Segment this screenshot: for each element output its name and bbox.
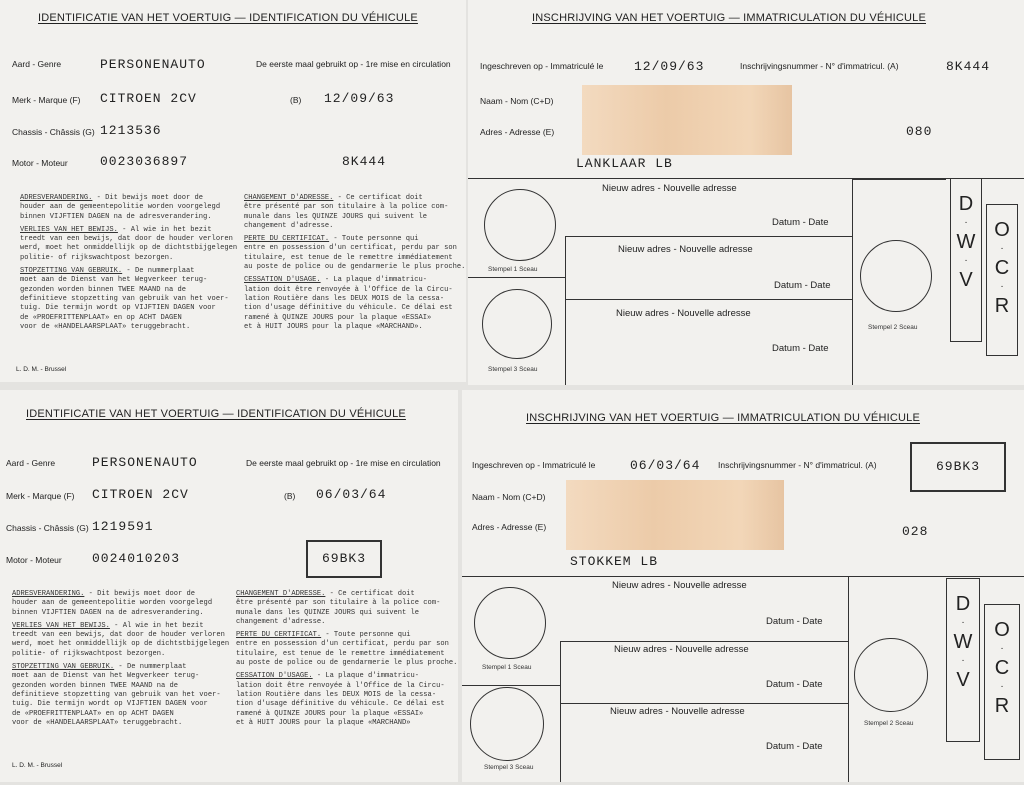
nl-para3-line: definitieve stopzetting van gebruik van het voer- — [12, 690, 221, 699]
b-label: (B) — [290, 95, 302, 105]
registration-header: INSCHRIJVING VAN HET VOERTUIG — IMMATRICULATION DU VÉHICULE — [532, 12, 926, 24]
fr-para2-line: entre en possession d'un certificat, perdu par son — [236, 640, 449, 649]
motor-value: 0024010203 — [92, 551, 181, 566]
merk-value: CITROEN 2CV — [92, 487, 189, 502]
address-code: 028 — [902, 524, 929, 539]
chassis-label: Chassis - Châssis (G) — [12, 127, 95, 137]
stamp-3-label: Stempel 3 Sceau — [488, 366, 538, 373]
fr-para3-line: ramené à QUINZE JOURS pour la plaque «ESSAI» — [236, 709, 424, 718]
card-1-identification-panel — [0, 0, 466, 382]
stamp-circle-2 — [860, 240, 932, 312]
fr-para1-rest: - Ce certificat doit — [333, 194, 423, 202]
first-use-label: De eerste maal gebruikt op - 1re mise en circulation — [246, 458, 441, 468]
plate-value-box: 69BK3 — [306, 540, 382, 578]
fr-para1-title: CHANGEMENT D'ADRESSE. — [236, 590, 326, 598]
ocr-box: O · C · R — [986, 204, 1018, 356]
motor-label: Motor - Moteur — [12, 158, 68, 168]
date-label-1: Datum - Date — [766, 616, 823, 627]
address-label: Adres - Adresse (E) — [472, 522, 547, 532]
address-code: 080 — [906, 124, 933, 139]
fr-para3-line: lation doit être renvoyée à l'Office de la Circu- — [236, 681, 445, 690]
fr-para2-line: au poste de police ou de gendarmerie le plus proche. — [244, 263, 466, 272]
dwv-box: D · W · V — [950, 178, 982, 342]
fr-para3-line: lation Routière dans les DEUX MOIS de la cessa- — [244, 294, 445, 303]
date-label-1: Datum - Date — [772, 217, 829, 228]
ocr-letter-o: O — [994, 219, 1010, 241]
ocr-letter-c: C — [994, 257, 1010, 279]
fr-para3-rest: - La plaque d'immatricu- — [320, 276, 428, 285]
nl-para3-line: tuig. Die termijn wordt op VIJFTIEN DAGEN voor — [12, 700, 208, 709]
address-change-grid — [462, 576, 1024, 782]
new-address-label-1: Nieuw adres - Nouvelle adresse — [612, 580, 747, 591]
registration-number-label: Inschrijvingsnummer - N° d'immatricul. (A) — [718, 460, 877, 470]
new-address-label-2: Nieuw adres - Nouvelle adresse — [618, 244, 753, 255]
nl-para2-title: VERLIES VAN HET BEWIJS. — [12, 621, 110, 630]
fr-para2-rest: - Toute personne qui — [321, 631, 411, 640]
fr-para3-title: CESSATION D'USAGE. — [244, 276, 321, 285]
ocr-box: O · C · R — [984, 604, 1020, 760]
french-notice — [244, 194, 465, 332]
name-label: Naam - Nom (C+D) — [472, 492, 546, 502]
fr-para2-line: au poste de police ou de gendarmerie le plus proche. — [236, 659, 458, 668]
nl-para3-line: gezonden worden binnen TWEE MAAND na de — [12, 681, 179, 690]
nl-para3-title: STOPZETTING VAN GEBRUIK. — [12, 663, 115, 672]
nl-para3-line: moet aan de Dienst van het Wegverkeer terug- — [12, 672, 200, 681]
dwv-letter-w: W — [956, 231, 976, 253]
fr-para3-line: lation Routière dans les DEUX MOIS de la cessa- — [236, 690, 437, 699]
dwv-letter-w: W — [953, 631, 973, 653]
nl-para1-title: ADRESVERANDERING. — [12, 590, 85, 598]
dwv-letter-v: V — [959, 269, 973, 291]
identification-header: IDENTIFICATIE VAN HET VOERTUIG — IDENTIFICATION DU VÉHICULE — [38, 12, 418, 24]
nl-para3-rest: - De nummerplaat — [122, 267, 195, 276]
registration-header: INSCHRIJVING VAN HET VOERTUIG — IMMATRICULATION DU VÉHICULE — [526, 412, 920, 424]
date-label-3: Datum - Date — [772, 343, 829, 354]
printer-imprint: L. D. M. - Brussel — [12, 762, 63, 769]
nl-para1-line: houder aan de gemeentepolitie worden voorgelegd — [12, 599, 213, 608]
fr-para1-line: être présenté par son titulaire à la police com- — [236, 599, 441, 608]
fr-para3-line: et à HUIT JOURS pour la plaque «MARCHAND». — [244, 322, 423, 331]
nl-para3-line: tuig. Die termijn wordt op VIJFTIEN DAGEN voor — [20, 304, 216, 313]
stamp-1-label: Stempel 1 Sceau — [488, 266, 538, 273]
chassis-label: Chassis - Châssis (G) — [6, 523, 89, 533]
nl-para1-rest: - Dit bewijs moet door de — [84, 590, 196, 598]
first-use-date: 12/09/63 — [324, 91, 395, 106]
aard-value: PERSONENAUTO — [92, 455, 198, 470]
fr-para3-title: CESSATION D'USAGE. — [236, 672, 313, 681]
first-use-label: De eerste maal gebruikt op - 1re mise en circulation — [256, 59, 451, 69]
stamp-3-label: Stempel 3 Sceau — [484, 764, 534, 771]
nl-para3-line: voor de «HANDELAARSPLAAT» teruggebracht. — [12, 718, 183, 727]
motor-value: 0023036897 — [100, 154, 189, 169]
nl-para2-rest: - Al wie in het bezit — [117, 225, 212, 234]
dutch-notice — [20, 194, 237, 332]
identification-header: IDENTIFICATIE VAN HET VOERTUIG — IDENTIFICATION DU VÉHICULE — [26, 408, 406, 420]
merk-label: Merk - Marque (F) — [6, 491, 75, 501]
stamp-circle-2 — [854, 638, 928, 712]
fr-para3-line: ramené à QUINZE JOURS pour la plaque «ESSAI» — [244, 313, 432, 322]
fr-para2-rest: - Toute personne qui — [329, 235, 419, 244]
nl-para1-title: ADRESVERANDERING. — [20, 194, 93, 202]
fr-para2-line: titulaire, est tenue de le remettre immédiatement — [244, 253, 453, 262]
fr-para3-line: et à HUIT JOURS pour la plaque «MARCHAND» — [236, 718, 411, 727]
fr-para1-line: changement d'adresse. — [244, 221, 334, 230]
merk-value: CITROEN 2CV — [100, 91, 197, 106]
nl-para2-line: werd, moet het onmiddellijk op de dichtstbijgelegen — [20, 244, 238, 253]
nl-para2-rest: - Al wie in het bezit — [109, 621, 204, 630]
stamp-2-label: Stempel 2 Sceau — [868, 324, 918, 331]
fr-para2-line: entre en possession d'un certificat, perdu par son — [244, 244, 457, 253]
registered-on-label: Ingeschreven op - Immatriculé le — [480, 61, 604, 71]
chassis-value: 1213536 — [100, 123, 162, 138]
plate-value: 8K444 — [342, 154, 387, 169]
motor-label: Motor - Moteur — [6, 555, 62, 565]
nl-para1-line: houder aan de gemeentepolitie worden voorgelegd — [20, 203, 221, 212]
fr-para2-title: PERTE DU CERTIFICAT. — [236, 631, 322, 640]
nl-para2-line: werd, moet het onmiddellijk op de dichtstbijgelegen — [12, 640, 230, 649]
new-address-label-3: Nieuw adres - Nouvelle adresse — [616, 308, 751, 319]
name-label: Naam - Nom (C+D) — [480, 96, 554, 106]
new-address-label-2: Nieuw adres - Nouvelle adresse — [614, 644, 749, 655]
nl-para3-line: definitieve stopzetting van gebruik van het voer- — [20, 294, 229, 303]
aard-label: Aard - Genre — [12, 59, 62, 69]
nl-para1-line: binnen VIJFTIEN DAGEN na de adresverandering. — [12, 608, 204, 617]
new-address-label-3: Nieuw adres - Nouvelle adresse — [610, 706, 745, 717]
chassis-value: 1219591 — [92, 519, 154, 534]
nl-para2-line: treedt van een bewijs, dat door de houder verloren — [12, 631, 225, 640]
fr-para1-line: munale dans les QUINZE JOURS qui suivent le — [244, 212, 428, 221]
stamp-circle-3 — [482, 289, 552, 359]
nl-para3-line: de «PROEFRITTENPLAAT» en op ACHT DAGEN — [20, 313, 182, 322]
registration-number-value: 8K444 — [946, 59, 991, 74]
municipality: LANKLAAR LB — [576, 156, 673, 171]
nl-para1-rest: - Dit bewijs moet door de — [92, 194, 204, 202]
ocr-letter-r: R — [994, 695, 1010, 717]
fr-para1-title: CHANGEMENT D'ADRESSE. — [244, 194, 334, 202]
aard-label: Aard - Genre — [6, 458, 56, 468]
nl-para2-title: VERLIES VAN HET BEWIJS. — [20, 225, 118, 234]
stamp-2-label: Stempel 2 Sceau — [864, 720, 914, 727]
ocr-letter-o: O — [994, 619, 1010, 641]
nl-para3-line: moet aan de Dienst van het Wegverkeer terug- — [20, 276, 208, 285]
registered-on-value: 06/03/64 — [630, 458, 701, 473]
ocr-letter-c: C — [994, 657, 1010, 679]
new-address-label-1: Nieuw adres - Nouvelle adresse — [602, 183, 737, 194]
first-use-date: 06/03/64 — [316, 487, 387, 502]
nl-para2-line: treedt van een bewijs, dat door de houder verloren — [20, 235, 233, 244]
redaction-tape — [582, 85, 792, 155]
date-label-2: Datum - Date — [774, 280, 831, 291]
fr-para2-title: PERTE DU CERTIFICAT. — [244, 235, 330, 244]
nl-para1-line: binnen VIJFTIEN DAGEN na de adresverandering. — [20, 212, 212, 221]
printer-imprint: L. D. M. - Brussel — [16, 366, 67, 373]
registration-number-label: Inschrijvingsnummer - N° d'immatricul. (A) — [740, 61, 899, 71]
ocr-letter-r: R — [994, 295, 1010, 317]
redaction-tape — [566, 480, 784, 550]
card-1-registration-panel — [468, 0, 1024, 385]
date-label-2: Datum - Date — [766, 679, 823, 690]
registered-on-value: 12/09/63 — [634, 59, 705, 74]
fr-para3-line: lation doit être renvoyée à l'Office de la Circu- — [244, 285, 453, 294]
address-label: Adres - Adresse (E) — [480, 127, 555, 137]
nl-para3-line: gezonden worden binnen TWEE MAAND na de — [20, 285, 187, 294]
fr-para3-line: tion d'usage définitive du véhicule. Ce délai est — [236, 700, 445, 709]
b-label: (B) — [284, 491, 296, 501]
dwv-letter-d: D — [958, 193, 974, 215]
fr-para1-line: être présenté par son titulaire à la police com- — [244, 203, 449, 212]
nl-para2-line: politie- of rijkswachtpost bezorgen. — [12, 649, 166, 658]
dwv-letter-v: V — [956, 669, 970, 691]
fr-para1-line: changement d'adresse. — [236, 617, 326, 626]
nl-para2-line: politie- of rijkswachtpost bezorgen. — [20, 253, 174, 262]
fr-para1-rest: - Ce certificat doit — [325, 590, 415, 598]
municipality: STOKKEM LB — [570, 554, 659, 569]
aard-value: PERSONENAUTO — [100, 57, 206, 72]
stamp-circle-1 — [484, 189, 556, 261]
merk-label: Merk - Marque (F) — [12, 95, 81, 105]
date-label-3: Datum - Date — [766, 741, 823, 752]
nl-para3-rest: - De nummerplaat — [114, 663, 187, 672]
dutch-notice — [12, 590, 229, 728]
fr-para2-line: titulaire, est tenue de le remettre immédiatement — [236, 649, 445, 658]
french-notice — [236, 590, 457, 728]
card-2-registration-panel — [462, 390, 1024, 782]
dwv-box: D · W · V — [946, 578, 980, 742]
fr-para3-rest: - La plaque d'immatricu- — [312, 672, 420, 681]
card-2-identification-panel — [0, 390, 458, 782]
fr-para1-line: munale dans les QUINZE JOURS qui suivent le — [236, 608, 420, 617]
registered-on-label: Ingeschreven op - Immatriculé le — [472, 460, 596, 470]
fr-para3-line: tion d'usage définitive du véhicule. Ce délai est — [244, 304, 453, 313]
nl-para3-line: de «PROEFRITTENPLAAT» en op ACHT DAGEN — [12, 709, 174, 718]
stamp-1-label: Stempel 1 Sceau — [482, 664, 532, 671]
dwv-letter-d: D — [955, 593, 971, 615]
stamp-circle-1 — [474, 587, 546, 659]
nl-para3-line: voor de «HANDELAARSPLAAT» teruggebracht. — [20, 322, 191, 331]
stamp-circle-3 — [470, 687, 544, 761]
nl-para3-title: STOPZETTING VAN GEBRUIK. — [20, 267, 123, 276]
registration-number-box: 69BK3 — [910, 442, 1006, 492]
